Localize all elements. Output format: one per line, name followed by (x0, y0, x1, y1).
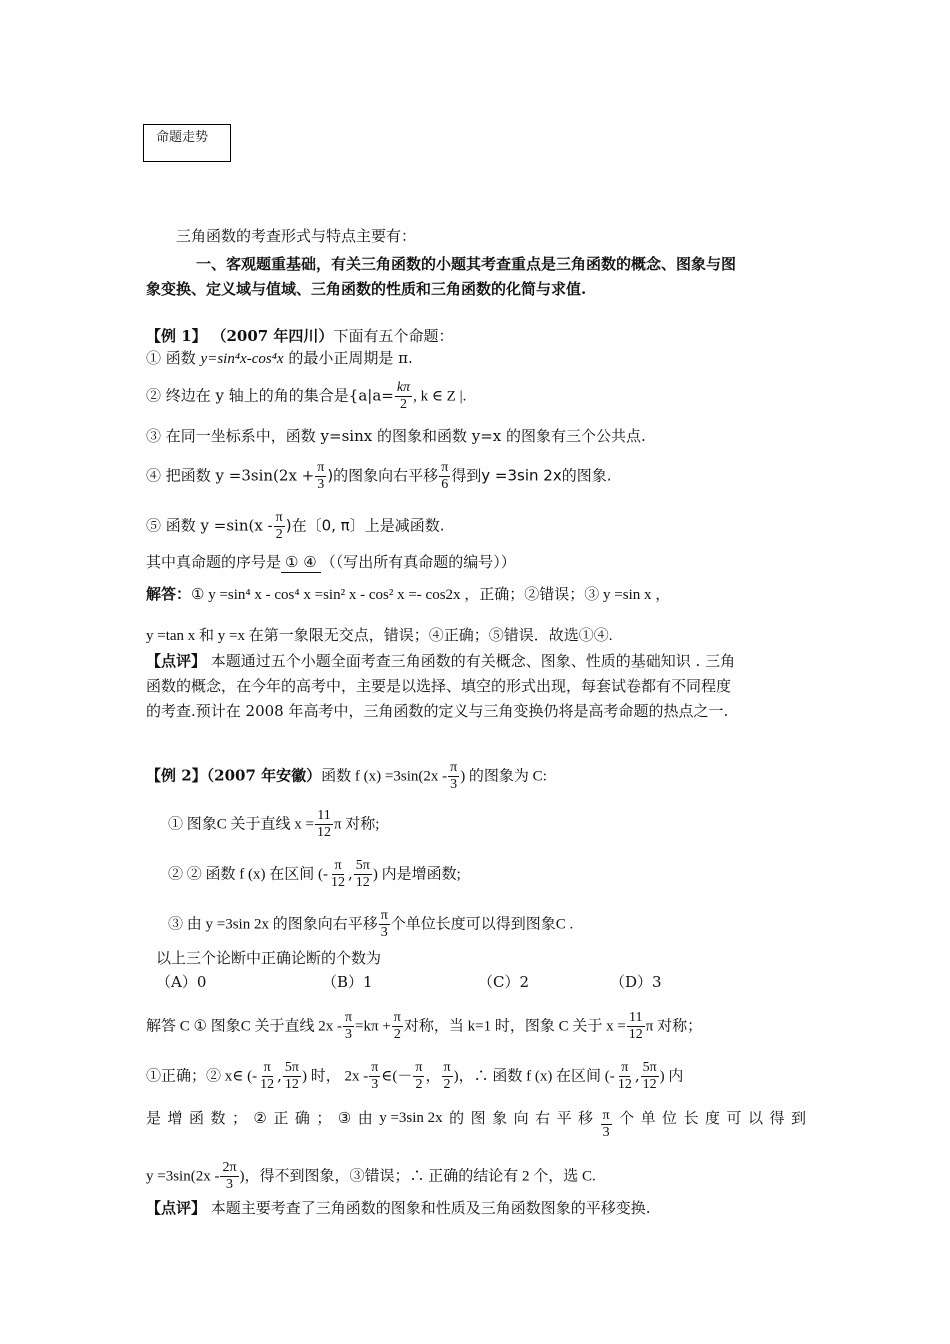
item3-pre: ③ 由 y =3sin 2x 的图象向右平移 (168, 916, 378, 933)
sol2-frac7: $\frac{5\pi}{12}$ (642, 1060, 657, 1092)
sol3-token: 图 (470, 1109, 486, 1127)
sol3-token: 确 (294, 1109, 310, 1127)
ex1-prop2 (146, 380, 466, 413)
sol3-token: 数 (210, 1109, 226, 1127)
ex2-solution-line4 (146, 1160, 596, 1193)
sol3-tail-token: 以 (747, 1109, 763, 1127)
item1-pre: ① 图象C 关于直线 x = (168, 816, 314, 833)
sol1-mid2: 对称，当 k=1 时，图象 C 关于 x = (403, 1018, 626, 1035)
sol3-token: 向 (513, 1109, 529, 1127)
sol3-tail-token: 位 (662, 1109, 678, 1127)
ex2-item1 (168, 808, 379, 841)
ex1-solution-line1 (146, 584, 670, 605)
sol1-frac1: $\frac{\pi}{3}$ (344, 1010, 353, 1042)
ex2-label: 【例 2】 (146, 766, 207, 785)
intro-text: 三角函数的考查形式与特点主要有： (176, 227, 417, 245)
ex2-item3 (168, 908, 573, 941)
sol2-frac6: $\frac{\pi}{12}$ (617, 1060, 632, 1092)
ex2-stem-post: ) 的图象为 C: (460, 768, 547, 785)
item2-frac1: $\frac{\pi}{12}$ (330, 858, 345, 890)
ex2-question: 以上三个论断中正确论断的个数为 (156, 949, 382, 967)
ex1-comment-line1 (146, 651, 735, 671)
prop2-post: , k ∈ Z |. (413, 388, 467, 405)
option-c: （C）2 (478, 973, 530, 991)
comment-label: 【点评】 (146, 652, 207, 670)
ex2-item2 (168, 858, 461, 891)
prop2-frac: $\frac{k\pi}{2}$ (396, 380, 411, 412)
point1-line1: 一、客观题重基础，有关三角函数的小题其考查重点是三角函数的概念、图象与图 (196, 255, 737, 273)
sol3-token: 函 (188, 1109, 204, 1127)
sol3-tail-token: 到 (790, 1109, 806, 1127)
ex2-options (156, 972, 662, 992)
answer-post: （（写出所有真命题的编号）） (320, 553, 516, 571)
option-a: （A）0 (156, 973, 207, 991)
prop4-frac2: $\frac{\pi}{6}$ (441, 460, 449, 492)
sol3-tail-token: 长 (683, 1109, 699, 1127)
sol1-post: π 对称； (645, 1018, 703, 1035)
solution-label: 解答： (146, 585, 192, 603)
comment-text1: 本题通过五个小题全面考查三角函数的有关概念、图象、性质的基础知识 . 三角 (206, 652, 736, 670)
prop4-post: 得到y =3sin 2x的图象. (451, 466, 612, 485)
ex1-stem: 下面有五个命题： (333, 327, 454, 345)
sol2-frac5: $\frac{\pi}{2}$ (443, 1060, 451, 1092)
prop4-pre: ④ 把函数 y =3sin(2x + (146, 466, 315, 485)
sol3-frac: $\frac{\pi}{3}$ (602, 1108, 610, 1140)
prop1-math: y=sin⁴x-cos⁴x (200, 351, 284, 367)
sol3-token: 右 (535, 1109, 551, 1127)
prop2-pre: ② 终边在 y 轴上的角的集合是{a|a= (146, 386, 394, 405)
ex2-stem-pre: 函数 f (x) =3sin(2x - (321, 768, 448, 785)
sol1-mid1: =kπ + (355, 1018, 391, 1035)
prop5-pre: ⑤ 函数 y =sin(x - (146, 516, 273, 535)
answer-blank: ① ④ (281, 552, 321, 573)
sol4-post: )，得不到图象，③错误；∴ 正确的结论有 2 个，选 C. (239, 1168, 596, 1185)
item3-post: 个单位长度可以得到图象C . (390, 916, 574, 933)
sol3-token: ； (231, 1109, 247, 1127)
ex1-source: （2007 年四川） (211, 327, 334, 345)
sol4-pre: y =3sin(2x - (146, 1168, 220, 1185)
point1-line2: 象变换、定义域与值域、三角函数的性质和三角函数的化简与求值. (146, 280, 587, 298)
sol3-token: 是 (146, 1109, 162, 1127)
item2-frac2: $\frac{5\pi}{12}$ (355, 858, 370, 890)
sol1-pre: 解答 C ① 图象C 关于直线 2x - (146, 1018, 342, 1035)
ex2-stem-frac: $\frac{\pi}{3}$ (450, 760, 458, 792)
sol3-tail-token: 个 (619, 1109, 635, 1127)
header-box: 命题走势 (143, 124, 231, 162)
ex2-comment (146, 1198, 651, 1218)
item1-post: π 对称; (333, 816, 380, 833)
sol2-frac4: $\frac{\pi}{2}$ (415, 1060, 423, 1092)
option-b: （B）1 (322, 973, 373, 991)
item2-sep: , (347, 864, 353, 883)
ex1-label: 【例 1】 (146, 327, 207, 345)
item2-pre: ② ② 函数 f (x) 在区间 (- (168, 866, 328, 883)
ex2-solution-line2: ①正确；② x∈ (- $\frac{\pi}{12}$ , $\frac{5\pi}{12}$ ) 时， 2x - $\frac{\pi}{3}$ ∈(－ $\frac{\pi}{2}$ ， $\frac{\pi}{2}$ )，∴ 函数 f (x) 在区间 (- $\frac{\pi}{12}$ , $\frac{5\pi}{12}$ ) 内 (146, 1060, 684, 1092)
sol3-token: 由 (357, 1109, 373, 1127)
ex2-solution-line1 (146, 1010, 702, 1043)
ex1-heading (146, 326, 453, 346)
sol2-mid2: ∈(－ (381, 1068, 413, 1085)
sol3-token: ② (253, 1109, 267, 1127)
sol3-tail-token: 度 (705, 1109, 721, 1127)
sol3-token: ③ (337, 1109, 352, 1127)
prop4-frac1: $\frac{\pi}{3}$ (317, 460, 325, 492)
sol1-frac3: $\frac{11}{12}$ (628, 1010, 643, 1042)
ex1-comment-line2: 函数的概念，在今年的高考中，主要是以选择、填空的形式出现，每套试卷都有不同程度 (146, 677, 732, 695)
sol2-frac1: $\frac{\pi}{12}$ (260, 1060, 275, 1092)
sol3-tail-token: 得 (769, 1109, 785, 1127)
prop1-post: 的最小正周期是 π. (283, 349, 413, 367)
sol2-mid1: ) 时， 2x - (301, 1068, 369, 1085)
sol3-tail-token: 可 (726, 1109, 742, 1127)
ex1-prop1 (146, 348, 413, 369)
item1-frac: $\frac{11}{12}$ (316, 808, 331, 840)
answer-pre: 其中真命题的序号是 (146, 553, 282, 571)
ex1-prop5 (146, 510, 444, 543)
sol3-token: 平 (556, 1109, 572, 1127)
ex1-prop3: ③ 在同一坐标系中，函数 y=sinx 的图象和函数 y=x 的图象有三个公共点. (146, 427, 646, 445)
solution-text1: ① y =sin⁴ x - cos⁴ x =sin² x - cos² x =- cos2x ，正确；②错误；③ y =sin x ， (191, 587, 671, 603)
sol2-frac3: $\frac{\pi}{3}$ (371, 1060, 379, 1092)
ex2-solution-line3 (146, 1108, 806, 1141)
option-d: （D）3 (610, 973, 662, 991)
prop1-pre: ① 函数 (146, 349, 201, 367)
sol3-tail-token: 单 (640, 1109, 656, 1127)
item2-post: ) 内是增函数; (372, 866, 461, 883)
sol3-token: 的 (449, 1109, 465, 1127)
ex2-heading (146, 760, 547, 793)
prop5-frac: $\frac{\pi}{2}$ (275, 510, 283, 542)
ex1-prop4 (146, 460, 611, 493)
sol1-frac2: $\frac{\pi}{2}$ (393, 1010, 401, 1042)
ex2-comment-label: 【点评】 (146, 1199, 207, 1217)
prop4-mid: )的图象向右平移 (327, 466, 439, 485)
sol2-pre: ①正确；② x∈ (- (146, 1068, 258, 1085)
sol3-token: 正 (273, 1109, 289, 1127)
sol2-frac2: $\frac{5\pi}{12}$ (284, 1060, 299, 1092)
sol3-token: 增 (167, 1109, 183, 1127)
sol3-token: y =3sin 2x (379, 1110, 443, 1126)
prop5-post: )在〔0, π〕上是减函数. (285, 516, 445, 535)
sol2-mid3: )，∴ 函数 f (x) 在区间 (- (453, 1068, 615, 1085)
ex1-answer (146, 552, 516, 573)
sol3-token: ； (316, 1109, 332, 1127)
sol2-post: ) 内 (659, 1068, 684, 1085)
sol3-token: 移 (578, 1109, 594, 1127)
ex1-solution-line2: y =tan x 和 y =x 在第一象限无交点，错误；④正确；⑤错误．故选①④. (146, 628, 613, 644)
ex2-comment-text: 本题主要考查了三角函数的图象和性质及三角函数图象的平移变换. (206, 1199, 651, 1217)
ex2-source: （2007 年安徽） (206, 766, 322, 785)
sol3-token: 象 (492, 1109, 508, 1127)
item3-frac: $\frac{\pi}{3}$ (380, 908, 388, 940)
ex1-comment-line3: 的考查.预计在 2008 年高考中，三角函数的定义与三角变换仍将是高考命题的热点之一. (146, 702, 729, 720)
sol4-frac: $\frac{2\pi}{3}$ (222, 1160, 237, 1192)
